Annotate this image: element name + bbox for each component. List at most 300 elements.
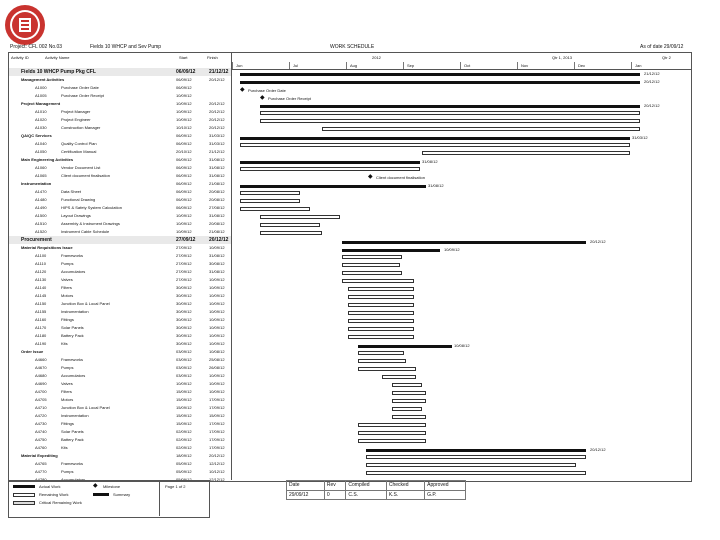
activity-start: 27/09/12 (176, 269, 192, 274)
col-finish: Finish (207, 55, 218, 60)
activity-id: A1520 (35, 229, 47, 234)
bar-order-4 (382, 375, 416, 379)
bar-label-qa: 31/03/12 (632, 135, 648, 140)
activity-id: A4760 (35, 445, 47, 450)
wbs-group-row[interactable] (9, 180, 231, 188)
activity-finish: 10/09/12 (209, 277, 225, 282)
activity-finish: 25/08/12 (209, 357, 225, 362)
activity-finish: 10/09/12 (209, 341, 225, 346)
activity-finish: 21/12/12 (209, 69, 229, 75)
activity-start: 20/10/12 (176, 149, 192, 154)
bar-order-1 (358, 351, 404, 355)
activity-finish: 20/12/12 (209, 237, 229, 243)
bar-mri-10 (348, 327, 414, 331)
activity-start: 03/09/12 (176, 373, 192, 378)
month-label: Oct (464, 63, 471, 68)
activity-finish: 10/09/12 (209, 333, 225, 338)
bar-label-inst: 31/08/12 (428, 183, 444, 188)
signoff-compiled: C.S. (346, 490, 386, 500)
activity-id: A1480 (35, 197, 47, 202)
bar-label-top: 21/12/12 (644, 71, 660, 76)
activity-name: Fittings (61, 317, 74, 322)
activity-finish: 30/08/12 (209, 261, 225, 266)
activity-name: Main Engineering Activities (21, 157, 74, 162)
activity-row[interactable] (9, 276, 231, 284)
activity-start: 15/09/12 (176, 389, 192, 394)
bar-label-eng: 31/08/12 (422, 159, 438, 164)
activity-id: A1050 (35, 149, 47, 154)
legend-milestone: Milestone (103, 484, 121, 489)
activity-start: 27/09/12 (176, 261, 192, 266)
activity-id: A1500 (35, 213, 47, 218)
activity-start: 27/09/12 (176, 237, 196, 243)
wbs-group-row[interactable] (9, 452, 231, 460)
activity-id: A1000 (35, 85, 47, 90)
bar-label-proc: 20/12/12 (590, 239, 606, 244)
bar-label-mgmt: 20/12/12 (644, 79, 660, 84)
activity-start: 10/09/12 (176, 93, 192, 98)
activity-row[interactable] (9, 188, 231, 196)
activity-row[interactable] (9, 324, 231, 332)
month-label: Sep (407, 63, 415, 68)
activity-name: Fittings (61, 421, 74, 426)
activity-row[interactable] (9, 212, 231, 220)
activity-id: A1030 (35, 125, 47, 130)
activity-id: A1110 (35, 261, 46, 266)
activity-finish: 10/08/12 (209, 349, 225, 354)
bar-exp-3 (366, 471, 586, 475)
activity-name: Purchase Order Receipt (61, 93, 104, 98)
activity-name: Material Requisitions Issue (21, 245, 73, 250)
activity-start: 10/09/12 (176, 381, 192, 386)
activity-row[interactable] (9, 372, 231, 380)
activity-finish: 10/09/12 (209, 381, 225, 386)
activity-row[interactable] (9, 204, 231, 212)
bar-inst-6 (260, 231, 322, 235)
activity-id: A4770 (35, 469, 47, 474)
activity-start: 06/09/12 (176, 85, 192, 90)
activity-id: A1490 (35, 205, 47, 210)
bar-pm-3 (322, 127, 640, 131)
activity-finish: 10/09/12 (209, 301, 225, 306)
activity-name: Pumps (61, 469, 74, 474)
bar-label-po-date: Purchase Order Date (248, 88, 286, 93)
activity-start: 05/09/12 (176, 461, 192, 466)
activity-finish: 17/09/12 (209, 421, 225, 426)
activity-finish: 12/12/12 (209, 477, 225, 482)
activity-start: 03/09/12 (176, 349, 192, 354)
activity-id: A4730 (35, 421, 47, 426)
page-number: Page 1 of 2 (165, 484, 186, 489)
milestone-po-date: ◆ (240, 87, 245, 93)
activity-name: Motors (61, 397, 74, 402)
activity-row[interactable] (9, 356, 231, 364)
activity-start: 06/09/12 (176, 165, 192, 170)
activity-finish: 15/09/12 (209, 413, 225, 418)
bar-eng-1 (240, 167, 420, 171)
activity-finish: 17/09/12 (209, 397, 225, 402)
activity-name: QA/QC Services (21, 133, 52, 138)
signoff-table (286, 480, 466, 500)
activity-table (9, 70, 231, 480)
activity-name: Project Manager (61, 109, 91, 114)
activity-id: A1150 (35, 301, 47, 306)
activity-row[interactable] (9, 116, 231, 124)
summary-bar-qa (240, 137, 630, 140)
activity-finish: 10/09/12 (209, 389, 225, 394)
legend-summary-swatch (93, 493, 109, 496)
activity-finish: 20/08/12 (209, 197, 225, 202)
activity-name: Project Engineer (61, 117, 91, 122)
activity-name: Pumps (61, 261, 74, 266)
activity-name: Purchase Order Date (61, 85, 99, 90)
bar-order-12 (358, 439, 426, 443)
year-q2: Qtr 2 (662, 55, 671, 60)
signoff-date: 29/09/12 (287, 490, 325, 500)
activity-finish: 20/12/12 (209, 77, 225, 82)
activity-name: Battery Pack (61, 333, 84, 338)
activity-start: 10/09/12 (176, 221, 192, 226)
bar-order-5 (392, 383, 422, 387)
activity-start: 06/09/12 (176, 173, 192, 178)
activity-name: Junction Box & Local Panel (61, 405, 110, 410)
activity-row[interactable] (9, 340, 231, 348)
activity-name: Accumulators (61, 477, 86, 482)
activity-start: 27/09/12 (176, 253, 192, 258)
wbs-group-row[interactable] (9, 236, 231, 244)
activity-start: 05/09/12 (176, 477, 192, 482)
activity-name: Valves (61, 381, 73, 386)
activity-row[interactable] (9, 308, 231, 316)
activity-row[interactable] (9, 404, 231, 412)
activity-id: A1005 (35, 93, 47, 98)
activity-id: A4660 (35, 357, 47, 362)
activity-start: 02/09/12 (176, 445, 192, 450)
wbs-group-row[interactable] (9, 348, 231, 356)
activity-finish: 31/08/12 (209, 157, 225, 162)
activity-finish: 10/09/12 (209, 309, 225, 314)
bar-qa-1 (240, 143, 630, 147)
activity-name: Frameworks (61, 253, 84, 258)
activity-id: A1510 (35, 221, 47, 226)
activity-row[interactable] (9, 292, 231, 300)
activity-id: A4690 (35, 381, 47, 386)
activity-name: Certification Manual (61, 149, 97, 154)
activity-name: Order Issue (21, 349, 44, 354)
bar-inst-2 (240, 199, 300, 203)
activity-row[interactable] (9, 124, 231, 132)
activity-start: 30/09/12 (176, 309, 192, 314)
activity-name: Frameworks (61, 357, 84, 362)
summary-bar-proc (342, 241, 586, 244)
activity-id: A1155 (35, 309, 47, 314)
activity-row[interactable] (9, 140, 231, 148)
activity-name: Management Activities (21, 77, 65, 82)
activity-id: A1130 (35, 277, 47, 282)
activity-start: 27/09/12 (176, 277, 192, 282)
activity-name: Filters (61, 389, 72, 394)
wbs-group-row[interactable] (9, 156, 231, 164)
activity-name: Vendor Document List (61, 165, 101, 170)
activity-name: Layout Drawings (61, 213, 91, 218)
bar-label-po-receipt: Purchase Order Receipt (268, 96, 311, 101)
bar-mri-3 (342, 271, 402, 275)
as-of-date: As of date 29/09/12 (640, 44, 684, 50)
activity-id: A1100 (35, 253, 47, 258)
activity-start: 10/10/12 (176, 125, 192, 130)
activity-start: 15/09/12 (176, 397, 192, 402)
signoff-header-compiled: Compiled (346, 481, 386, 491)
activity-id: A4700 (35, 389, 47, 394)
activity-id: A4765 (35, 461, 47, 466)
activity-id: A1190 (35, 341, 47, 346)
activity-name: Filters (61, 285, 72, 290)
activity-row[interactable] (9, 444, 231, 452)
bar-pm-1 (260, 111, 640, 115)
wbs-group-row[interactable] (9, 100, 231, 108)
bar-inst-3 (240, 207, 310, 211)
activity-id: A1060 (35, 165, 47, 170)
summary-bar-mri (342, 249, 440, 252)
col-activity-id: Activity ID (11, 55, 29, 60)
activity-start: 03/09/12 (176, 365, 192, 370)
activity-row[interactable] (9, 252, 231, 260)
activity-finish: 10/09/12 (209, 373, 225, 378)
bar-mri-11 (348, 335, 414, 339)
activity-start: 05/09/12 (176, 469, 192, 474)
activity-name: Solar Panels (61, 429, 84, 434)
activity-row[interactable] (9, 228, 231, 236)
legend-summary: Summary (113, 492, 131, 497)
activity-finish: 31/08/12 (209, 165, 225, 170)
activity-finish: 21/12/12 (209, 149, 225, 154)
activity-finish: 31/08/12 (209, 173, 225, 178)
activity-id: A1010 (35, 109, 47, 114)
activity-id: A4750 (35, 437, 47, 442)
project-code: Project: CFL 002 No.03 (10, 44, 63, 50)
month-label: Nov (521, 63, 529, 68)
activity-start: 30/09/12 (176, 341, 192, 346)
activity-row[interactable] (9, 172, 231, 180)
activity-row[interactable] (9, 380, 231, 388)
activity-id: A1180 (35, 333, 47, 338)
activity-start: 15/09/12 (176, 413, 192, 418)
activity-row[interactable] (9, 220, 231, 228)
activity-name: Client document finalisation (61, 173, 110, 178)
activity-name: Accumulators (61, 373, 86, 378)
activity-start: 27/09/12 (176, 245, 192, 250)
bar-mri-7 (348, 303, 414, 307)
activity-name: Battery Pack (61, 437, 84, 442)
activity-finish: 20/08/12 (209, 189, 225, 194)
bar-mri-5 (348, 287, 414, 291)
bar-order-7 (392, 399, 426, 403)
activity-row[interactable] (9, 420, 231, 428)
activity-start: 10/09/12 (176, 229, 192, 234)
signoff-checked: K.S. (386, 490, 424, 500)
activity-row[interactable] (9, 332, 231, 340)
activity-finish: 10/09/12 (209, 317, 225, 322)
activity-start: 10/09/12 (176, 101, 192, 106)
gantt-sheet (8, 52, 692, 482)
activity-finish: 20/12/12 (209, 125, 225, 130)
wbs-group-row[interactable] (9, 244, 231, 252)
activity-start: 02/09/12 (176, 429, 192, 434)
activity-name: Instrument Cable Schedule (61, 229, 110, 234)
activity-id: A4705 (35, 397, 47, 402)
activity-row[interactable] (9, 468, 231, 476)
bar-label-expedite: 20/12/12 (590, 447, 606, 452)
activity-name: Instrumentation (61, 309, 89, 314)
activity-name: Frameworks (61, 461, 84, 466)
legend-critical-swatch (13, 501, 35, 505)
bar-exp-1 (366, 455, 586, 459)
bar-order-11 (358, 431, 426, 435)
activity-row[interactable] (9, 284, 231, 292)
activity-id: A1160 (35, 317, 47, 322)
activity-start: 30/09/12 (176, 301, 192, 306)
activity-row[interactable] (9, 108, 231, 116)
activity-start: 10/09/12 (176, 213, 192, 218)
activity-start: 10/09/12 (176, 109, 192, 114)
activity-name: Junction Box & Local Panel (61, 301, 110, 306)
activity-row[interactable] (9, 164, 231, 172)
signoff-header-rev: Rev (324, 481, 346, 491)
activity-row[interactable] (9, 196, 231, 204)
signoff-approved: G.P. (425, 490, 466, 500)
activity-finish: 27/08/12 (209, 205, 225, 210)
activity-id: A4740 (35, 429, 47, 434)
activity-name: Accumulators (61, 269, 86, 274)
activity-name: Pumps (61, 365, 74, 370)
activity-name: HIPS & Safety System Calculation (61, 205, 122, 210)
bar-order-9 (392, 415, 426, 419)
gantt-area (231, 70, 692, 480)
col-start: Start (179, 55, 188, 60)
month-label: Jan (635, 63, 642, 68)
activity-finish: 31/08/12 (209, 269, 225, 274)
activity-row[interactable] (9, 412, 231, 420)
activity-name: Assembly & Instrument Drawings (61, 221, 120, 226)
activity-row[interactable] (9, 260, 231, 268)
bar-mri-1 (342, 255, 402, 259)
activity-start: 02/09/12 (176, 437, 192, 442)
summary-bar-mgmt (240, 81, 640, 84)
activity-row[interactable] (9, 316, 231, 324)
activity-id: A4780 (35, 477, 47, 482)
bar-inst-1 (240, 191, 300, 195)
month-label: Dec (578, 63, 586, 68)
activity-start: 06/09/12 (176, 181, 192, 186)
activity-row[interactable] (9, 436, 231, 444)
legend (8, 480, 210, 518)
activity-finish: 10/09/12 (209, 293, 225, 298)
activity-name: Quality Control Plan (61, 141, 97, 146)
activity-name: Project Management (21, 101, 61, 106)
activity-finish: 17/09/12 (209, 437, 225, 442)
activity-start: 30/09/12 (176, 333, 192, 338)
activity-finish: 31/03/12 (209, 141, 225, 146)
activity-id: A1040 (35, 141, 47, 146)
activity-row[interactable] (9, 148, 231, 156)
month-label: Jun (236, 63, 243, 68)
activity-finish: 26/08/12 (209, 365, 225, 370)
activity-id: A1170 (35, 325, 47, 330)
activity-row[interactable] (9, 364, 231, 372)
wbs-group-row[interactable] (9, 132, 231, 140)
wbs-group-row[interactable] (9, 68, 231, 76)
activity-finish: 17/09/12 (209, 405, 225, 410)
milestone-po-receipt: ◆ (260, 95, 265, 101)
legend-remaining-work: Remaining Work (39, 492, 69, 497)
activity-finish: 12/12/12 (209, 461, 225, 466)
activity-row[interactable] (9, 268, 231, 276)
activity-name: Instrumentation (21, 181, 52, 186)
activity-start: 06/09/12 (176, 197, 192, 202)
activity-start: 15/09/12 (176, 421, 192, 426)
activity-row[interactable] (9, 396, 231, 404)
bar-mri-8 (348, 311, 414, 315)
activity-finish: 31/08/12 (209, 253, 225, 258)
legend-critical-remaining: Critical Remaining Work (39, 500, 82, 505)
activity-finish: 10/09/12 (209, 285, 225, 290)
bar-label-order: 10/08/12 (454, 343, 470, 348)
activity-row[interactable] (9, 92, 231, 100)
activity-row[interactable] (9, 428, 231, 436)
wbs-group-row[interactable] (9, 76, 231, 84)
bar-order-8 (392, 407, 422, 411)
bar-mri-6 (348, 295, 414, 299)
legend-actual-work: Actual Work (39, 484, 61, 489)
activity-row[interactable] (9, 460, 231, 468)
activity-row[interactable] (9, 388, 231, 396)
activity-name: Instrumentation (61, 413, 89, 418)
activity-row[interactable] (9, 300, 231, 308)
activity-id: A4670 (35, 365, 47, 370)
activity-start: 30/09/12 (176, 285, 192, 290)
bar-order-2 (358, 359, 406, 363)
summary-bar-pm (260, 105, 640, 108)
activity-row[interactable] (9, 84, 231, 92)
summary-bar-order (358, 345, 452, 348)
bar-exp-2 (366, 463, 576, 467)
activity-id: A1065 (35, 173, 47, 178)
signoff-rev: 0 (324, 490, 346, 500)
activity-name: Procurement (21, 237, 52, 243)
signoff-header-date: Date (287, 481, 325, 491)
activity-id: A4680 (35, 373, 47, 378)
university-seal-logo (4, 4, 46, 46)
bar-mri-4 (342, 279, 414, 283)
legend-actual-swatch (13, 485, 35, 488)
activity-name: Solar Panels (61, 325, 84, 330)
bar-order-6 (392, 391, 426, 395)
bar-inst-4 (260, 215, 340, 219)
activity-finish: 10/09/12 (209, 245, 225, 250)
bar-mri-9 (348, 319, 414, 323)
bar-label-mri: 10/09/12 (444, 247, 460, 252)
activity-id: A4720 (35, 413, 47, 418)
bar-inst-5 (260, 223, 320, 227)
schedule-title: WORK SCHEDULE (330, 44, 375, 50)
activity-id: A1140 (35, 285, 47, 290)
bar-label-pm: 20/12/12 (644, 103, 660, 108)
month-label: Aug (350, 63, 358, 68)
activity-id: A1145 (35, 293, 47, 298)
summary-bar-eng (240, 161, 420, 164)
activity-finish: 20/12/12 (209, 101, 225, 106)
month-label: Jul (293, 63, 299, 68)
